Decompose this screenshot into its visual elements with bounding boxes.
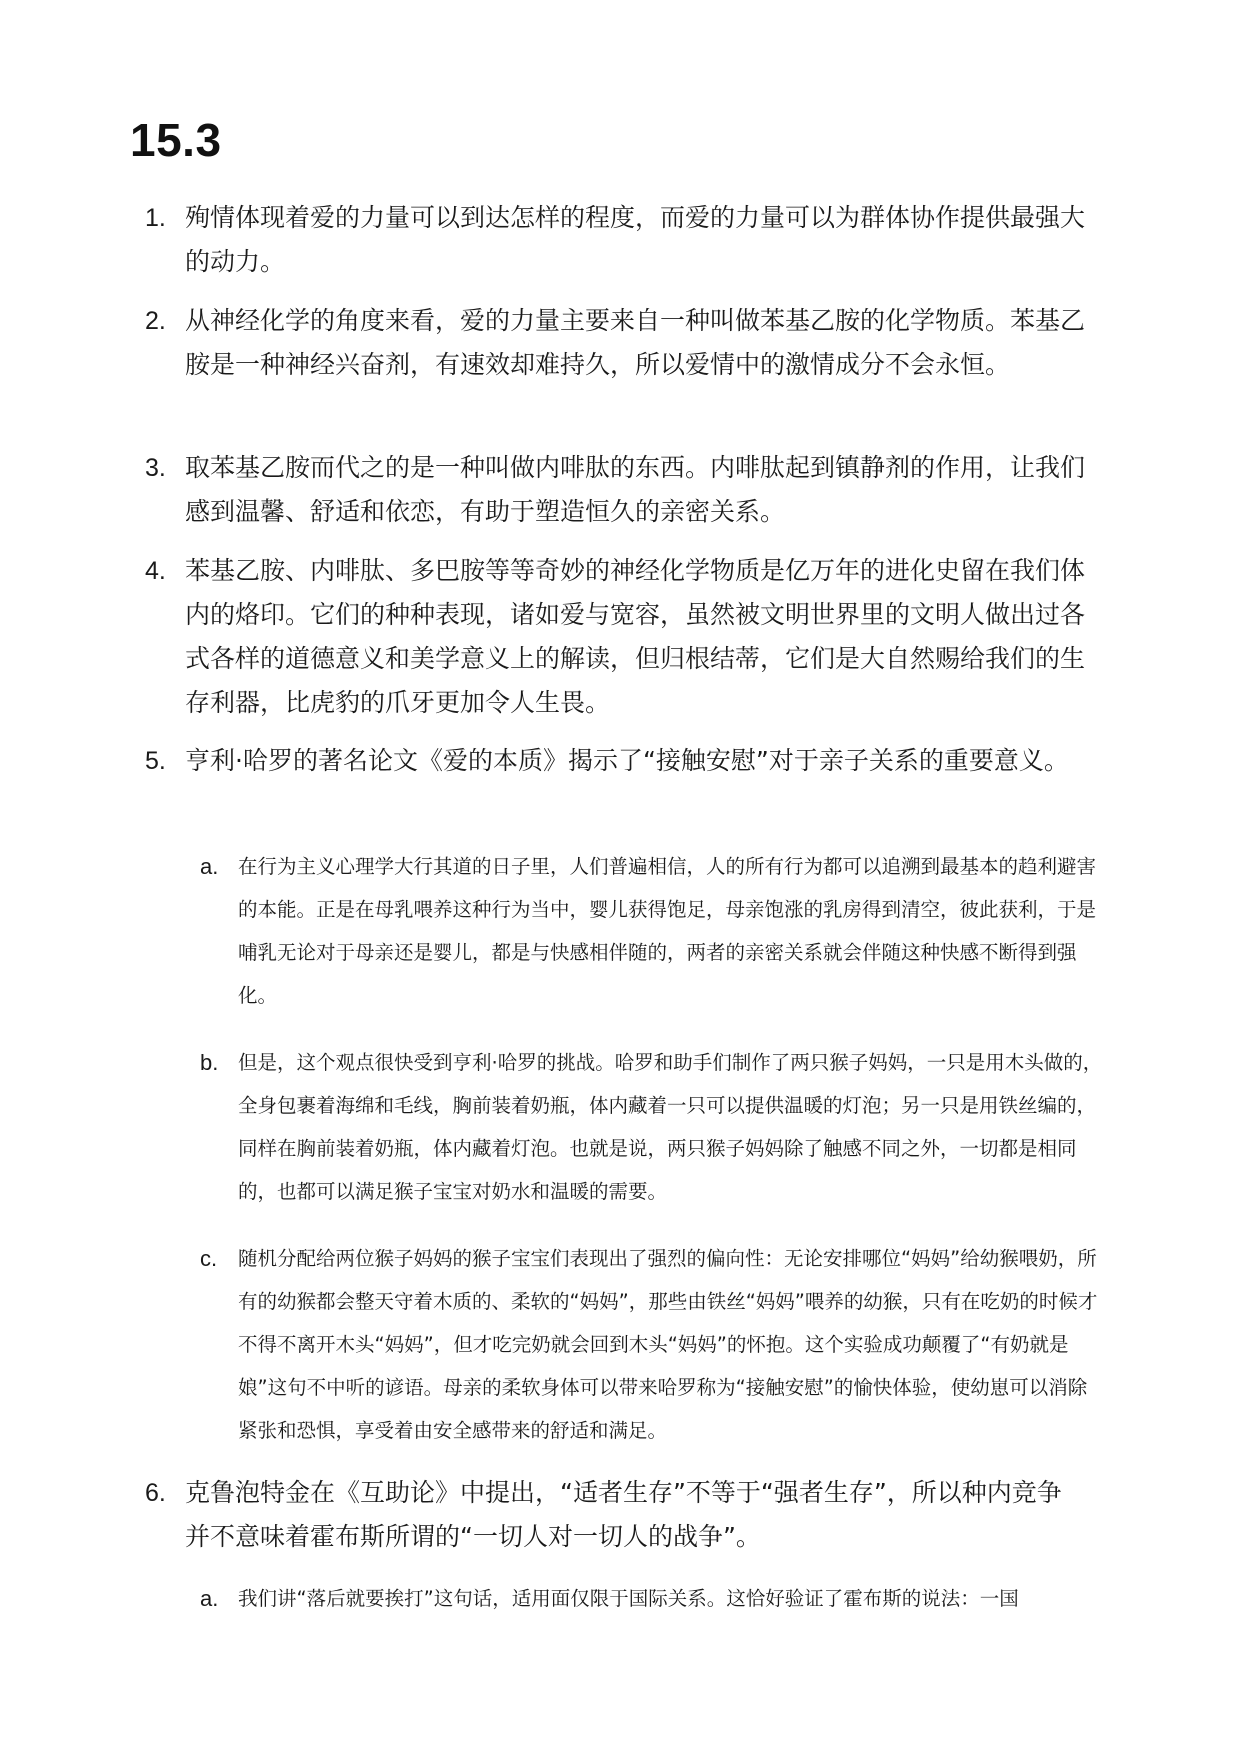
list-item-number: 5. (145, 747, 166, 775)
sub-list-item-text: 我们讲“落后就要挨打”这句话，适用面仅限于国际关系。这恰好验证了霍布斯的说法：一国 (238, 1587, 1019, 1610)
list-item-text: 取苯基乙胺而代之的是一种叫做内啡肽的东西。内啡肽起到镇静剂的作用，让我们感到温馨、舒适和依恋，有助于塑造恒久的亲密关系。 (185, 453, 1086, 526)
list-item-number: 3. (145, 454, 166, 482)
sub-list-item-text: 在行为主义心理学大行其道的日子里，人们普遍相信，人的所有行为都可以追溯到最基本的趋利避害的本能。正是在母乳喂养这种行为当中，婴儿获得饱足，母亲饱涨的乳房得到清空，彼此获利，于是哺乳无论对于母亲还是婴儿，都是与快感相伴随的，两者的亲密关系就会伴随这种快感不断得到强化。 (238, 855, 1097, 1007)
list-item-number: 2. (145, 307, 166, 335)
list-item (145, 196, 1105, 284)
section-title: 15.3 (130, 114, 222, 166)
sub-list-item-marker: c. (200, 1246, 218, 1271)
list-item-text: 殉情体现着爱的力量可以到达怎样的程度，而爱的力量可以为群体协作提供最强大的动力。 (185, 203, 1086, 276)
list-item-number: 1. (145, 204, 166, 232)
list-item (145, 549, 1105, 725)
list-item-text: 克鲁泡特金在《互助论》中提出，“适者生存”不等于“强者生存”，所以种内竞争并不意味着霍布斯所谓的“一切人对一切人的战争”。 (185, 1478, 1062, 1551)
list-item-number: 4. (145, 557, 166, 585)
sub-list-item-marker: a. (200, 854, 219, 879)
list-item-text: 亨利·哈罗的著名论文《爱的本质》揭示了“接触安慰”对于亲子关系的重要意义。 (185, 746, 1069, 775)
list-item (145, 739, 1105, 783)
list-item-text: 苯基乙胺、内啡肽、多巴胺等等奇妙的神经化学物质是亿万年的进化史留在我们体内的烙印。它们的种种表现，诸如爱与宽容，虽然被文明世界里的文明人做出过各式各样的道德意义和美学意义上的解读，但归根结蒂，它们是大自然赐给我们的生存利器，比虎豹的爪牙更加令人生畏。 (185, 556, 1086, 717)
sub-list-item-text: 但是，这个观点很快受到亨利·哈罗的挑战。哈罗和助手们制作了两只猴子妈妈，一只是用木头做的，全身包裹着海绵和毛线，胸前装着奶瓶，体内藏着一只可以提供温暖的灯泡；另一只是用铁丝编的，同样在胸前装着奶瓶，体内藏着灯泡。也就是说，两只猴子妈妈除了触感不同之外，一切都是相同的，也都可以满足猴子宝宝对奶水和温暖的需要。 (238, 1051, 1103, 1203)
sub-list-item-marker: a. (200, 1586, 219, 1611)
list-item-text: 从神经化学的角度来看，爱的力量主要来自一种叫做苯基乙胺的化学物质。苯基乙胺是一种神经兴奋剂，有速效却难持久，所以爱情中的激情成分不会永恒。 (185, 306, 1086, 379)
sub-list-item (200, 1577, 1110, 1620)
sub-list-item (200, 1041, 1110, 1213)
list-item (145, 299, 1105, 387)
list-item (145, 446, 1105, 534)
sub-list-item-marker: b. (200, 1050, 219, 1075)
sub-list-item-text: 随机分配给两位猴子妈妈的猴子宝宝们表现出了强烈的偏向性：无论安排哪位“妈妈”给幼猴喂奶，所有的幼猴都会整天守着木质的、柔软的“妈妈”，那些由铁丝“妈妈”喂养的幼猴，只有在吃奶的时候才不得不离开木头“妈妈”，但才吃完奶就会回到木头“妈妈”的怀抱。这个实验成功颠覆了“有奶就是娘”这句不中听的谚语。母亲的柔软身体可以带来哈罗称为“接触安慰”的愉快体验，使幼崽可以消除紧张和恐惧，享受着由安全感带来的舒适和满足。 (238, 1247, 1098, 1442)
list-item-number: 6. (145, 1479, 166, 1507)
list-item (145, 1471, 1105, 1559)
sub-list-item (200, 1237, 1110, 1452)
sub-list-item (200, 845, 1110, 1017)
